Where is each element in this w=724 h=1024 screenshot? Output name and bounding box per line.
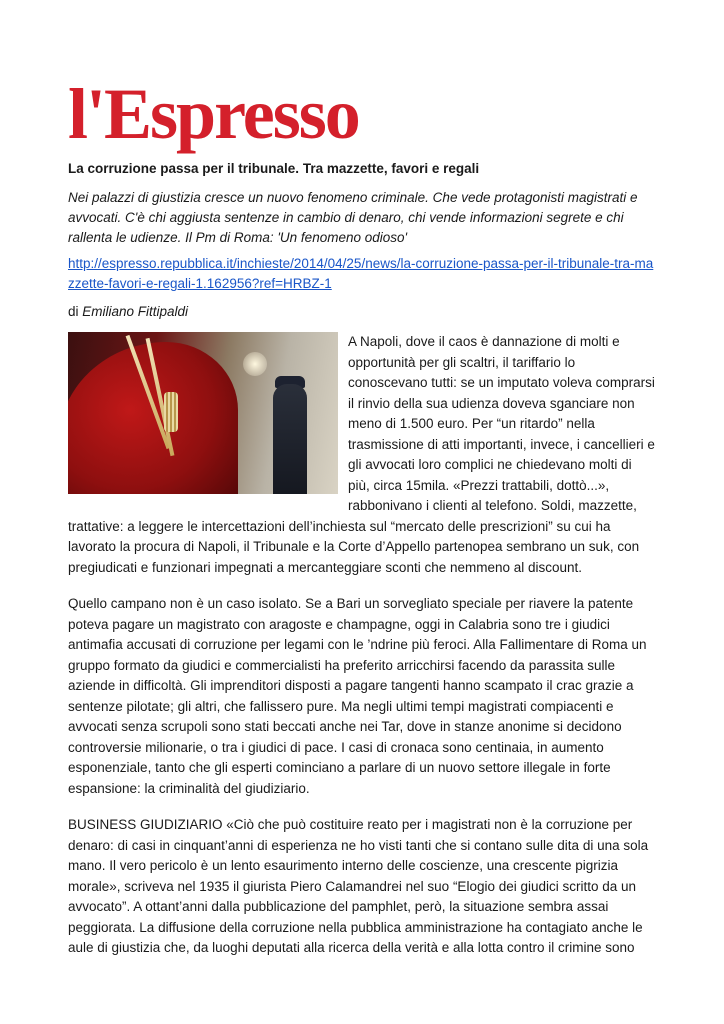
author-name: Emiliano Fittipaldi <box>82 304 189 319</box>
judge-robe-photo <box>68 332 338 494</box>
photo-gold-tassel <box>164 392 178 432</box>
article-body <box>68 332 656 975</box>
photo-light <box>243 352 267 376</box>
photo-guard-figure <box>273 384 307 494</box>
article-lede: Nei palazzi di giustizia cresce un nuovo fenomeno criminale. Che vede protagonisti magistrati e avvocati. C'è chi aggiusta sentenze in cambio di denaro, chi vende informazioni segrete e chi rallenta le udienze. Il Pm di Roma: 'Un fenomeno odioso' <box>68 190 638 245</box>
masthead-logo: l'Espresso <box>68 74 359 154</box>
article-paragraph: BUSINESS GIUDIZIARIO «Ciò che può costituire reato per i magistrati non è la corruzione per denaro: di casi in cinquant’anni di esperienza ne ho visti tanti che si contano sulle dita di una sola mano. Il vero pericolo è un lento esaurimento interno delle coscienze, una crescente pigrizia morale», scriveva nel 1935 il giurista Piero Calamandrei nel suo “Elogio dei giudici scritto da un avvocato”. A ottant’anni dalla pubblicazione del pamphlet, però, la situazione sembra assai peggiorata. La diffusione della corruzione nella pubblica amministrazione ha contagiato anche le aule di giustizia che, da luoghi deputati alla ricerca della verità e alla lotta contro il crimine sono <box>68 817 649 955</box>
article-paragraph: Quello campano non è un caso isolato. Se a Bari un sorvegliato speciale per riavere la patente poteva pagare un magistrato con aragoste e champagne, oggi in Calabria sono tre i giudici antimafia accusati di corruzione per legami con le ’ndrine più feroci. Alla Fallimentare di Roma un gruppo formato da giudici e commercialisti ha preferito arricchirsi facendo da parassita sulle aziende in difficoltà. Gli imprenditori disposti a pagare tangenti hanno scampato il crac grazie a sentenze pilotate; gli altri, che fallissero pure. Ma negli ultimi tempi magistrati compiacenti e avvocati senza scrupoli sono stati beccati anche nei Tar, dove in stanze anonime si decidono controversie milionarie, o tra i giudici di pace. I casi di cronaca sono centinaia, in aumento esponenziale, tanto che gli esperti cominciano a parlare di un nuovo settore illegale in forte espansione: la criminalità del giudiziario. <box>68 596 647 796</box>
source-url-link[interactable]: http://espresso.repubblica.it/inchieste/2014/04/25/news/la-corruzione-passa-per-il-tribunale-tra-mazzette-favori-e-regali-1.162956?ref=HRBZ-1 <box>68 256 654 291</box>
article-paragraph: A Napoli, dove il caos è dannazione di molti e opportunità per gli scaltri, il tariffario lo conoscevano tutti: se un imputato voleva comprarsi il rinvio della sua udienza doveva sganciare non meno di 1.500 euro. Per “un ritardo” nella trasmissione di atti importanti, invece, i cancellieri e gli avvocati loro complici ne chiedevano molti di più, circa 15mila. «Prezzi trattabili, dottò...», rabbonivano i clienti al telefono. Soldi, mazzette, trattative: a leggere le intercettazioni dell’inchiesta sul “mercato delle prescrizioni” su cui ha lavorato la procura di Napoli, il Tribunale e la Corte d’Appello partenopea sembrano un suk, con pregiudicati e funzionari impegnati a mercanteggiare sconti che nemmeno al discount. <box>68 334 655 575</box>
article-headline: La corruzione passa per il tribunale. Tra mazzette, favori e regali <box>68 161 480 176</box>
byline <box>68 302 188 322</box>
byline-prefix: di <box>68 304 83 319</box>
